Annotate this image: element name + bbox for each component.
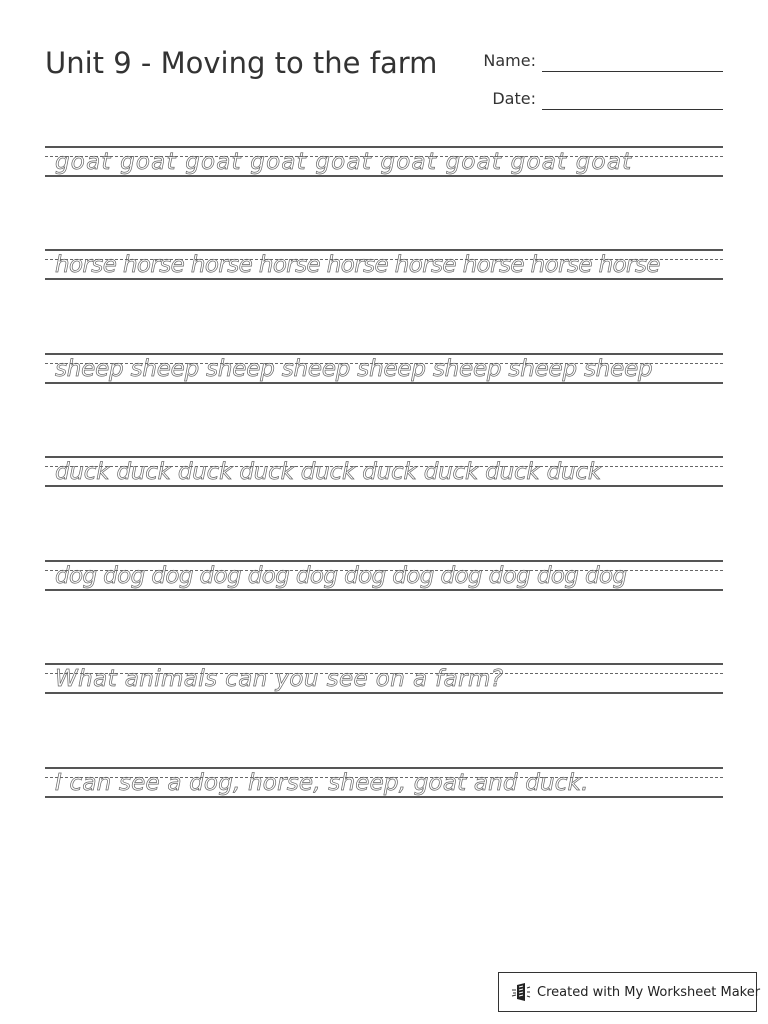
practice-row-duck bbox=[45, 456, 723, 488]
practice-row-horse bbox=[45, 249, 723, 281]
baseline bbox=[45, 278, 723, 280]
baseline bbox=[45, 485, 723, 487]
practice-row-sheep bbox=[45, 353, 723, 385]
baseline bbox=[45, 382, 723, 384]
baseline bbox=[45, 175, 723, 177]
practice-row-question bbox=[45, 663, 723, 695]
trace-text: I can see a dog, horse, sheep, goat and duck. bbox=[55, 770, 589, 796]
top-line bbox=[45, 663, 723, 665]
footer-credit-text: Created with My Worksheet Maker bbox=[537, 984, 761, 1000]
trace-text: duck duck duck duck duck duck duck duck duck bbox=[55, 459, 601, 485]
top-line bbox=[45, 249, 723, 251]
name-label: Name: bbox=[483, 51, 536, 70]
baseline bbox=[45, 796, 723, 798]
baseline bbox=[45, 692, 723, 694]
trace-text: sheep sheep sheep sheep sheep sheep sheep sheep bbox=[55, 356, 653, 382]
top-line bbox=[45, 560, 723, 562]
trace-text: dog dog dog dog dog dog dog dog dog dog dog dog bbox=[55, 563, 627, 589]
baseline bbox=[45, 589, 723, 591]
top-line bbox=[45, 146, 723, 148]
name-line[interactable] bbox=[542, 71, 723, 72]
date-line[interactable] bbox=[542, 109, 723, 110]
top-line bbox=[45, 767, 723, 769]
top-line bbox=[45, 353, 723, 355]
date-label: Date: bbox=[492, 89, 536, 108]
practice-row-dog bbox=[45, 560, 723, 592]
trace-text: goat goat goat goat goat goat goat goat goat bbox=[55, 149, 633, 175]
practice-row-answer bbox=[45, 767, 723, 799]
practice-row-goat bbox=[45, 146, 723, 178]
trace-text: horse horse horse horse horse horse horse horse horse bbox=[55, 252, 660, 278]
worksheet-maker-logo-icon bbox=[511, 982, 531, 1002]
top-line bbox=[45, 456, 723, 458]
page-title: Unit 9 - Moving to the farm bbox=[45, 46, 438, 80]
footer-credit-badge[interactable] bbox=[498, 972, 761, 1012]
trace-text: What animals can you see on a farm? bbox=[55, 666, 504, 692]
name-field bbox=[470, 46, 723, 76]
date-field bbox=[470, 84, 723, 114]
